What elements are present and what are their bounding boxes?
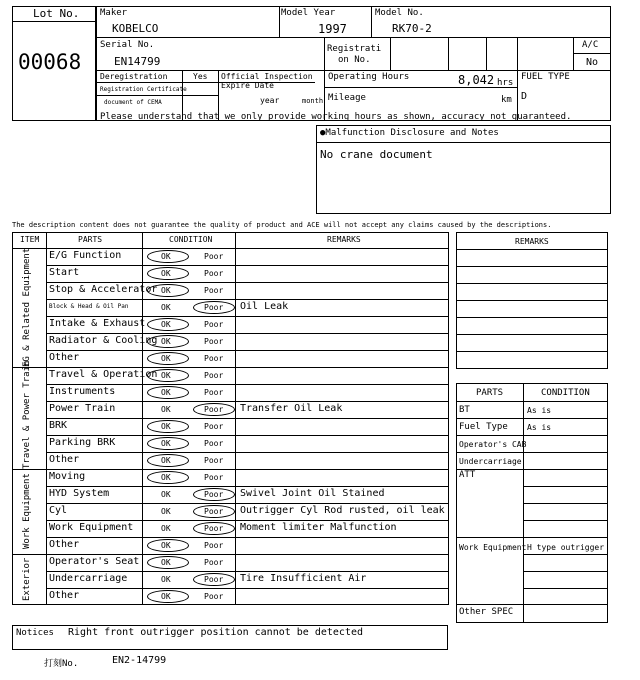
ok-option: OK bbox=[161, 524, 171, 533]
parts-row-label: Undercarriage bbox=[459, 457, 522, 466]
serial-label: Serial No. bbox=[100, 40, 155, 50]
ok-circle bbox=[147, 284, 189, 297]
malfunction-box bbox=[316, 125, 611, 214]
parts-row-condition: As is bbox=[527, 406, 552, 415]
poor-option: Poor bbox=[204, 303, 224, 312]
poor-option: Poor bbox=[204, 388, 224, 397]
remark-text: Outrigger Cyl Rod rusted, oil leak bbox=[240, 505, 445, 516]
ok-circle bbox=[147, 352, 189, 365]
part-name: Other bbox=[49, 590, 80, 601]
poor-option: Poor bbox=[204, 405, 224, 414]
poor-option: Poor bbox=[204, 252, 224, 261]
ok-option: OK bbox=[161, 371, 171, 380]
poor-option: Poor bbox=[204, 490, 224, 499]
ok-option: OK bbox=[161, 354, 171, 363]
poor-circle bbox=[193, 505, 235, 518]
part-name: Undercarriage bbox=[49, 573, 128, 584]
ok-circle bbox=[147, 386, 189, 399]
inspection-label-1: Official Inspection bbox=[221, 72, 313, 81]
poor-option: Poor bbox=[204, 371, 224, 380]
part-name: Operator's Seat bbox=[49, 556, 140, 567]
part-name: Cyl bbox=[49, 505, 68, 516]
parts-row-label: BT bbox=[459, 405, 470, 415]
ok-option: OK bbox=[161, 473, 171, 482]
ok-option: OK bbox=[161, 303, 171, 312]
parts-row-label: Operator's CAB bbox=[459, 440, 527, 449]
mileage-label: Mileage bbox=[328, 93, 366, 103]
part-name: Travel & Operation bbox=[49, 369, 158, 380]
ok-circle bbox=[147, 471, 189, 484]
att-label: ATT bbox=[459, 470, 476, 480]
notices-label: Notices bbox=[16, 628, 54, 638]
col-item: ITEM bbox=[20, 235, 40, 244]
malfunction-title: ●Malfunction Disclosure and Notes bbox=[320, 128, 499, 138]
part-name: Power Train bbox=[49, 403, 116, 414]
maker-label: Maker bbox=[100, 8, 128, 18]
group-label: Work Equipment bbox=[22, 473, 32, 550]
parts-row-label: Fuel Type bbox=[459, 422, 508, 432]
work-equipment-value: H type outrigger bbox=[527, 543, 605, 552]
poor-option: Poor bbox=[204, 558, 224, 567]
inspection-label-2: Expire Date bbox=[221, 81, 274, 90]
notices-text: Right front outrigger position cannot be detected bbox=[68, 627, 364, 638]
ok-circle bbox=[147, 335, 189, 348]
serial-value: EN14799 bbox=[114, 55, 161, 68]
part-name: Work Equipment bbox=[49, 522, 134, 533]
model-year-label: Model Year bbox=[281, 8, 336, 18]
ok-circle bbox=[147, 454, 189, 467]
deregistration-value: Yes bbox=[193, 72, 208, 81]
year-label: year bbox=[260, 96, 280, 105]
part-name: Radiator & Cooling bbox=[49, 335, 158, 346]
ac-value: No bbox=[586, 57, 599, 68]
ok-circle bbox=[147, 267, 189, 280]
lot-number: 00068 bbox=[18, 50, 82, 74]
poor-option: Poor bbox=[204, 456, 224, 465]
ok-option: OK bbox=[161, 541, 171, 550]
hours-notice: Please understand that we only provide working hours as shown, accuracy not guaranteed. bbox=[100, 112, 572, 122]
operating-hours-label: Operating Hours bbox=[328, 72, 410, 82]
group-label: Exterior bbox=[22, 557, 32, 602]
model-no-label: Model No. bbox=[375, 8, 424, 18]
part-name: HYD System bbox=[49, 488, 110, 499]
poor-option: Poor bbox=[204, 541, 224, 550]
stamp-value: EN2-14799 bbox=[112, 655, 167, 666]
ok-circle bbox=[147, 369, 189, 382]
poor-option: Poor bbox=[204, 575, 224, 584]
poor-option: Poor bbox=[204, 422, 224, 431]
parts-row-condition: As is bbox=[527, 423, 552, 432]
part-name: BRK bbox=[49, 420, 68, 431]
group-label: EG & Related Equipment bbox=[22, 247, 32, 367]
ok-option: OK bbox=[161, 405, 171, 414]
ok-circle bbox=[147, 318, 189, 331]
ok-circle bbox=[147, 420, 189, 433]
ok-option: OK bbox=[161, 388, 171, 397]
poor-circle bbox=[193, 488, 235, 501]
ok-option: OK bbox=[161, 456, 171, 465]
ok-option: OK bbox=[161, 575, 171, 584]
parts-header: PARTS bbox=[476, 388, 504, 398]
cema-document: document of CEMA bbox=[104, 99, 162, 106]
part-name: Parking BRK bbox=[49, 437, 116, 448]
poor-option: Poor bbox=[204, 269, 224, 278]
deregistration-label: Deregistration bbox=[100, 72, 168, 81]
ok-circle bbox=[147, 250, 189, 263]
right-remarks-header: REMARKS bbox=[515, 237, 549, 246]
ac-label: A/C bbox=[582, 40, 599, 50]
hrs-unit: hrs bbox=[497, 78, 514, 88]
work-equipment-label: Work Equipment bbox=[459, 543, 527, 552]
ok-option: OK bbox=[161, 286, 171, 295]
group-label: Travel & Power Train bbox=[22, 360, 32, 469]
condition-header: CONDITION bbox=[541, 388, 590, 398]
poor-option: Poor bbox=[204, 320, 224, 329]
col-parts: PARTS bbox=[78, 235, 103, 244]
poor-circle bbox=[193, 573, 235, 586]
ok-circle bbox=[147, 590, 189, 603]
model-year-value: 1997 bbox=[318, 22, 347, 36]
registration-label-1: Registrati bbox=[327, 44, 382, 54]
remark-text: Transfer Oil Leak bbox=[240, 403, 343, 414]
part-name: Block & Head & Oil Pan bbox=[49, 303, 129, 310]
part-name: Other bbox=[49, 539, 80, 550]
model-no-value: RK70-2 bbox=[392, 22, 432, 35]
col-remarks: REMARKS bbox=[327, 235, 361, 244]
col-condition: CONDITION bbox=[169, 235, 213, 244]
poor-option: Poor bbox=[204, 507, 224, 516]
poor-option: Poor bbox=[204, 592, 224, 601]
part-name: Intake & Exhaust bbox=[49, 318, 146, 329]
registration-label-2: on No. bbox=[338, 55, 371, 65]
remark-text: Moment limiter Malfunction bbox=[240, 522, 397, 533]
ok-option: OK bbox=[161, 422, 171, 431]
km-unit: km bbox=[501, 95, 512, 105]
ok-option: OK bbox=[161, 592, 171, 601]
part-name: Moving bbox=[49, 471, 86, 482]
poor-circle bbox=[193, 403, 235, 416]
malfunction-text: No crane document bbox=[320, 148, 433, 161]
part-name: Other bbox=[49, 352, 80, 363]
poor-circle bbox=[193, 301, 235, 314]
poor-option: Poor bbox=[204, 524, 224, 533]
month-label: month bbox=[302, 97, 324, 105]
poor-circle bbox=[193, 522, 235, 535]
poor-option: Poor bbox=[204, 286, 224, 295]
part-name: Stop & Accelerator bbox=[49, 284, 158, 295]
fuel-type-value: D bbox=[521, 91, 528, 102]
ok-option: OK bbox=[161, 269, 171, 278]
ok-option: OK bbox=[161, 507, 171, 516]
remark-text: Tire Insufficient Air bbox=[240, 573, 367, 584]
poor-option: Poor bbox=[204, 439, 224, 448]
ok-option: OK bbox=[161, 558, 171, 567]
ok-option: OK bbox=[161, 490, 171, 499]
poor-option: Poor bbox=[204, 337, 224, 346]
stamp-label: 打刻No. bbox=[44, 659, 79, 669]
maker-value: KOBELCO bbox=[112, 22, 159, 35]
ok-option: OK bbox=[161, 439, 171, 448]
part-name: Start bbox=[49, 267, 80, 278]
disclaimer: The description content does not guarantee the quality of product and ACE will not accept any claims caused by the descriptions. bbox=[12, 221, 552, 229]
ok-circle bbox=[147, 539, 189, 552]
lot-label: Lot No. bbox=[33, 7, 80, 20]
remark-text: Swivel Joint Oil Stained bbox=[240, 488, 385, 499]
operating-hours-value: 8,042 bbox=[458, 73, 495, 87]
ok-option: OK bbox=[161, 252, 171, 261]
part-name: E/G Function bbox=[49, 250, 122, 261]
remark-text: Oil Leak bbox=[240, 301, 289, 312]
part-name: Other bbox=[49, 454, 80, 465]
ok-option: OK bbox=[161, 320, 171, 329]
ok-option: OK bbox=[161, 337, 171, 346]
other-spec-label: Other SPEC bbox=[459, 607, 514, 617]
poor-option: Poor bbox=[204, 473, 224, 482]
ok-circle bbox=[147, 437, 189, 450]
ok-circle bbox=[147, 556, 189, 569]
registration-certificate: Registration Certificate bbox=[100, 86, 187, 93]
fuel-type-label: FUEL TYPE bbox=[521, 72, 570, 82]
part-name: Instruments bbox=[49, 386, 116, 397]
poor-option: Poor bbox=[204, 354, 224, 363]
